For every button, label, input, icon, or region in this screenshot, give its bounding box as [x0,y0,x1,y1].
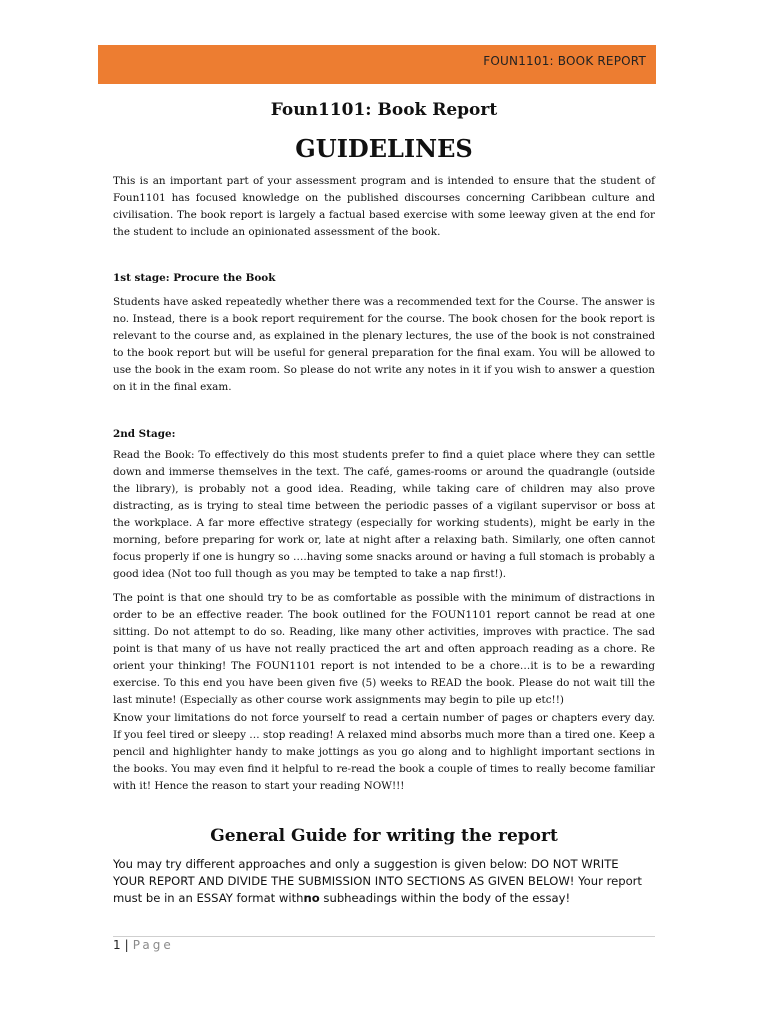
stage2-heading: 2nd Stage: [113,428,176,440]
running-header-bar [98,45,656,84]
stage2-point-section [113,590,655,709]
stage2-limits-paragraph: Know your limitations do not force yourself to read a certain number of pages or chapters every day. If you feel tired or sleepy … stop reading! A relaxed mind absorbs much more than a tired one. Keep a pencil and highlighter handy to make jottings as you go along and to highlight important sections in the books. You may even find it helpful to re-read the book a couple of times to really become familiar with it! Hence the reason to start your reading NOW!!! [113,712,655,792]
intro-paragraph: This is an important part of your assessment program and is intended to ensure that the student of Foun1101 has focused knowledge on the published discourses concerning Caribbean culture and civilisation. The book report is largely a factual based exercise with some leeway given at the end for the student to include an opinionated assessment of the book. [113,175,655,238]
running-header-title: FOUN1101: BOOK REPORT [483,54,646,68]
document-title: Foun1101: Book Report [270,100,498,120]
stage2-limits-section [113,710,655,795]
page-label: Page [132,938,174,952]
stage2-paragraph: Read the Book: To effectively do this most students prefer to find a quiet place where they can settle down and immerse themselves in the text. The café, games-rooms or around the quadrangle (outside the library), is probably not a good idea. Reading, while taking care of children may also prove distracting, as is trying to steal time between the periodic passes of a vigilant supervisor or boss at the workplace. A far more effective strategy (especially for working students), might be early in the morning, before preparing for work or, late at night after a relaxing bath. Similarly, one often cannot focus properly if one is hungry so ….having some snacks around or having a full stomach is probably a good idea (Not too full though as you may be tempted to take a nap first!). [113,449,655,580]
stage1-paragraph: Students have asked repeatedly whether there was a recommended text for the Course. The answer is no. Instead, there is a book report requirement for the course. The book chosen for the book report is relevant to the course and, as explained in the plenary lectures, the use of the book is not constrained to the book report but will be useful for general preparation for the final exam. You will be allowed to use the book in the exam room. So please do not write any notes in it if you wish to answer a question on it in the final exam. [113,296,655,393]
intro-section [113,173,655,241]
footer-divider [113,936,655,937]
general-guide-heading: General Guide for writing the report [210,826,558,846]
stage1-section [113,294,655,396]
general-guide-emphasis: no [303,891,320,905]
stage2-section [113,447,655,583]
general-guide-text-after: subheadings within the body of the essay! [319,891,571,905]
general-guide-text-before: You may try different approaches and only a suggestion is given below: DO NOT WRITE YOUR REPORT AND DIVIDE THE SUBMISSION INTO SECTIONS AS GIVEN BELOW! Your report must be in an ESSAY format with [113,857,642,905]
stage2-point-paragraph: The point is that one should try to be as comfortable as possible with the minimum of distractions in order to be an effective reader. The book outlined for the FOUN1101 report cannot be read at one sitting. Do not attempt to do so. Reading, like many other activities, improves with practice. The sad point is that many of us have not really practiced the art and often approach reading as a chore. Re orient your thinking! The FOUN1101 report is not intended to be a chore…it is to be a rewarding exercise. To this end you have been given five (5) weeks to READ the book. Please do not wait till the last minute! (Especially as other course work assignments may begin to pile up etc!!) [113,592,655,706]
general-guide-paragraph [113,856,643,907]
stage1-heading: 1st stage: Procure the Book [113,272,276,284]
document-subtitle: GUIDELINES [295,134,473,163]
page-footer [113,938,174,952]
footer-separator: | [124,938,129,952]
page-number: 1 [113,938,121,952]
